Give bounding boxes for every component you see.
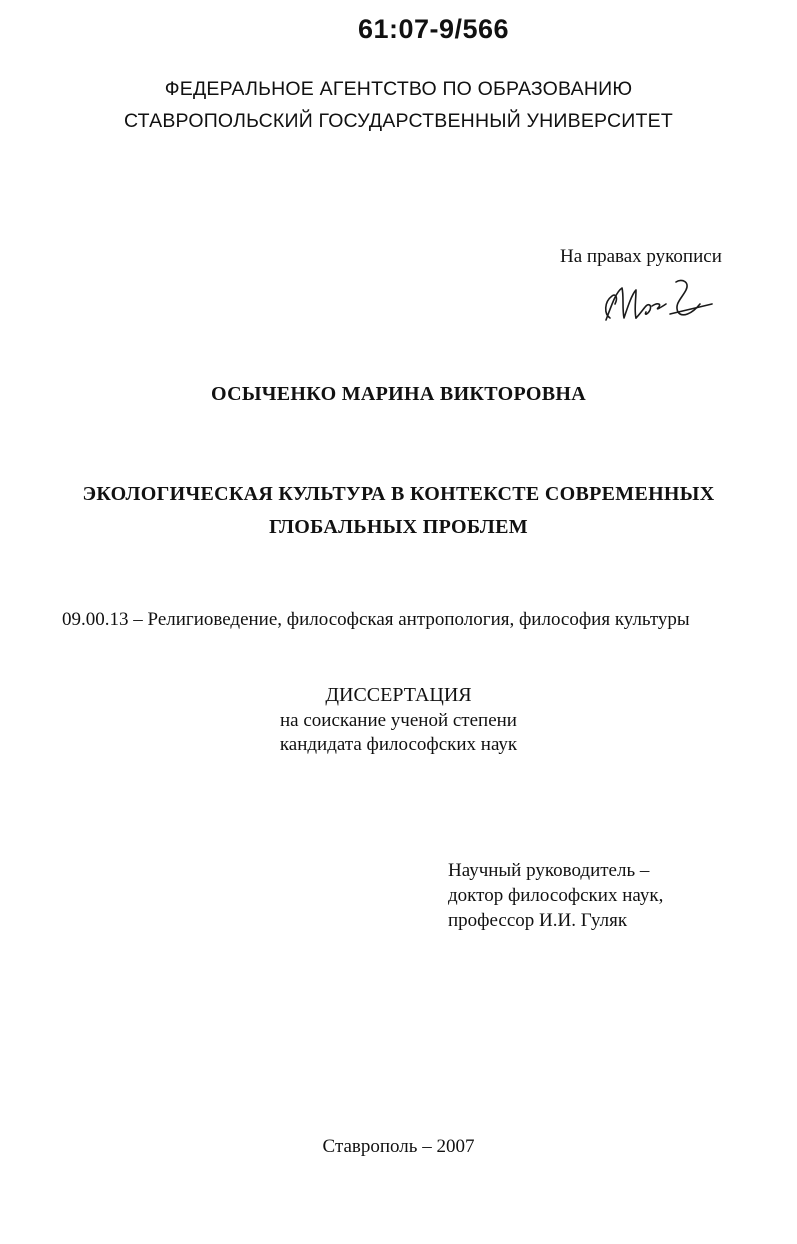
document-code: 61:07-9/566 bbox=[357, 14, 510, 44]
handwritten-signature bbox=[596, 274, 716, 330]
supervisor-name: профессор И.И. Гуляк bbox=[448, 910, 628, 931]
supervisor-degree: доктор философских наук, bbox=[448, 885, 664, 906]
agency-name: ФЕДЕРАЛЬНОЕ АГЕНТСТВО ПО ОБРАЗОВАНИЮ bbox=[164, 78, 633, 100]
specialty-code: 09.00.13 – Религиоведение, философская антропология, философия культуры bbox=[62, 609, 690, 630]
manuscript-rights-note: На правах рукописи bbox=[560, 246, 722, 267]
degree-purpose-line-1: на соискание ученой степени bbox=[280, 710, 517, 731]
degree-purpose-line-2: кандидата философских наук bbox=[279, 734, 518, 755]
document-type: ДИССЕРТАЦИЯ bbox=[325, 684, 472, 706]
dissertation-title-line-2: ГЛОБАЛЬНЫХ ПРОБЛЕМ bbox=[269, 516, 528, 538]
supervisor-label: Научный руководитель – bbox=[448, 860, 650, 881]
city-and-year: Ставрополь – 2007 bbox=[322, 1136, 475, 1157]
author-name: ОСЫЧЕНКО МАРИНА ВИКТОРОВНА bbox=[211, 383, 586, 405]
dissertation-title-line-1: ЭКОЛОГИЧЕСКАЯ КУЛЬТУРА В КОНТЕКСТЕ СОВРЕМЕННЫХ bbox=[82, 483, 715, 505]
university-name: СТАВРОПОЛЬСКИЙ ГОСУДАРСТВЕННЫЙ УНИВЕРСИТЕТ bbox=[124, 110, 673, 132]
